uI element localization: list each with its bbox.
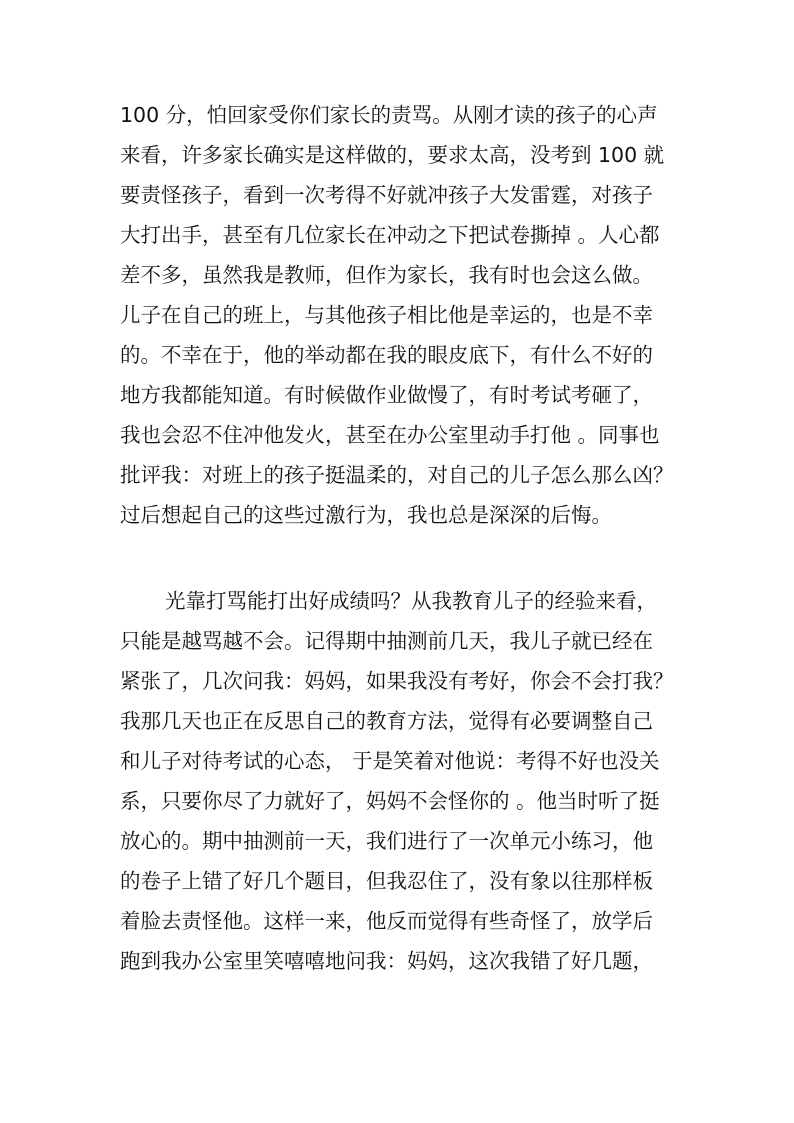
paragraph-2-line-8: 的卷子上错了好几个题目，但我忍住了，没有象以往那样板 bbox=[120, 869, 653, 893]
paragraph-2-line-10: 跑到我办公室里笑嘻嘻地问我：妈妈，这次我错了好几题， bbox=[120, 949, 653, 973]
paragraph-2-line-4: 我那几天也正在反思自己的教育方法，觉得有必要调整自己 bbox=[120, 709, 653, 733]
paragraph-2-line-1: 光靠打骂能打出好成绩吗？从我教育儿子的经验来看， bbox=[165, 589, 657, 613]
paragraph-2-line-9: 着脸去责怪他。这样一来，他反而觉得有些奇怪了，放学后 bbox=[120, 909, 653, 933]
paragraph-2-line-5: 和儿子对待考试的心态， 于是笑着对他说：考得不好也没关 bbox=[120, 749, 660, 773]
paragraph-1-line-8: 地方我都能知道。有时候做作业做慢了，有时考试考砸了， bbox=[120, 383, 653, 407]
paragraph-1-line-6: 儿子在自己的班上，与其他孩子相比他是幸运的，也是不幸 bbox=[120, 303, 653, 327]
paragraph-2-line-3: 紧张了，几次问我：妈妈，如果我没有考好，你会不会打我？ bbox=[120, 669, 674, 693]
paragraph-1-line-10: 批评我：对班上的孩子挺温柔的，对自己的儿子怎么那么凶？ bbox=[120, 463, 674, 487]
paragraph-1-line-3: 要责怪孩子，看到一次考得不好就冲孩子大发雷霆，对孩子 bbox=[120, 183, 653, 207]
paragraph-1-line-2: 来看，许多家长确实是这样做的，要求太高，没考到 100 就 bbox=[120, 143, 665, 167]
paragraph-1-line-11: 过后想起自己的这些过激行为，我也总是深深的后悔。 bbox=[120, 503, 612, 527]
paragraph-1-line-4: 大打出手，甚至有几位家长在冲动之下把试卷撕掉 。人心都 bbox=[120, 223, 660, 247]
paragraph-2-line-2: 只能是越骂越不会。记得期中抽测前几天，我儿子就已经在 bbox=[120, 629, 653, 653]
paragraph-1-line-1: 100 分，怕回家受你们家长的责骂。从刚才读的孩子的心声 bbox=[120, 103, 658, 127]
paragraph-1-line-9: 我也会忍不住冲他发火，甚至在办公室里动手打他 。同事也 bbox=[120, 423, 660, 447]
paragraph-2-line-6: 系，只要你尽了力就好了，妈妈不会怪你的 。他当时听了挺 bbox=[120, 789, 660, 813]
paragraph-1-line-5: 差不多，虽然我是教师，但作为家长，我有时也会这么做。 bbox=[120, 263, 653, 287]
paragraph-1-line-7: 的。不幸在于，他的举动都在我的眼皮底下，有什么不好的 bbox=[120, 343, 653, 367]
paragraph-2-line-7: 放心的。期中抽测前一天，我们进行了一次单元小练习，他 bbox=[120, 829, 653, 853]
